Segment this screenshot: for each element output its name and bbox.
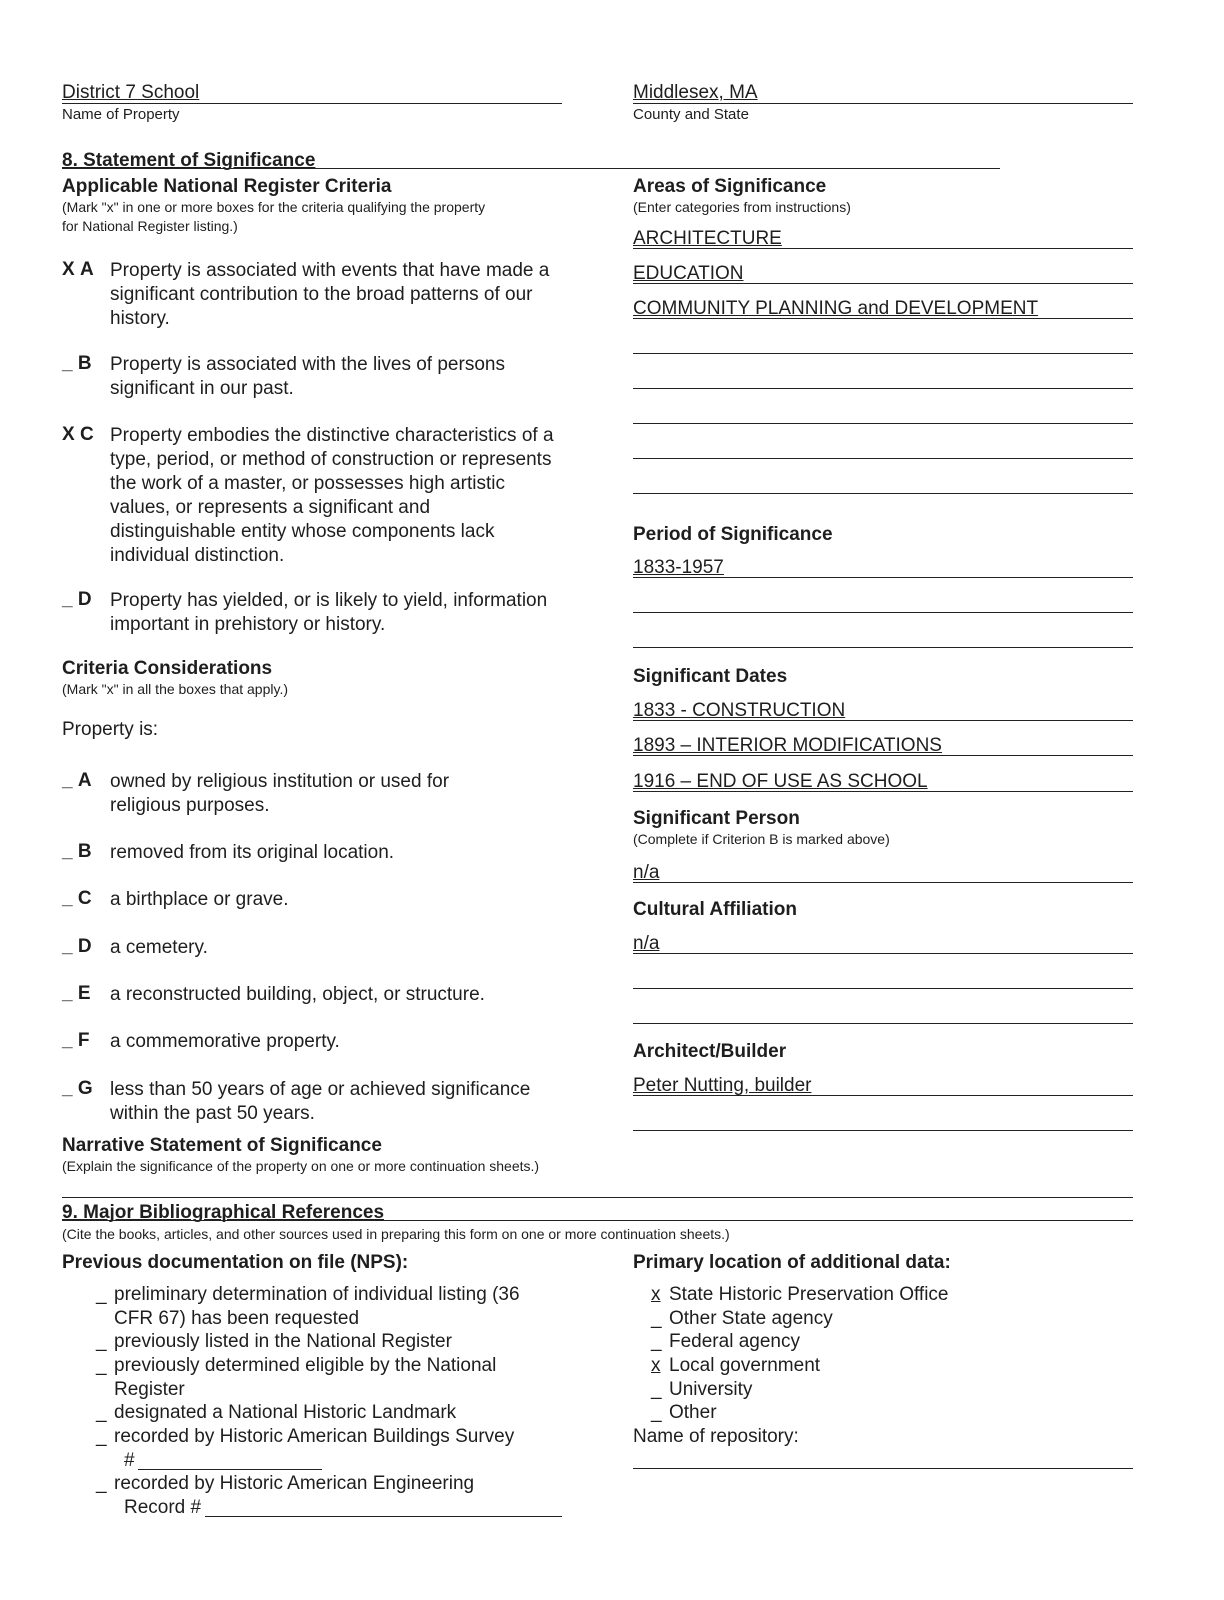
previous-doc-item-1[interactable] bbox=[96, 1283, 564, 1331]
previous-doc-text-4: designated a National Historic Landmark bbox=[114, 1402, 457, 1423]
primary-location-item-2[interactable] bbox=[651, 1307, 1119, 1331]
section-8-title: 8. Statement of Significance bbox=[62, 150, 316, 171]
primary-location-text-6: Other bbox=[669, 1402, 717, 1423]
area-line-7[interactable] bbox=[633, 458, 1133, 459]
criterion-a-text: Property is associated with events that have made a significant contribution to the broad patterns of our history. bbox=[110, 260, 550, 329]
consideration-e-mark: _ bbox=[62, 983, 73, 1004]
consideration-b-text: removed from its original location. bbox=[110, 842, 395, 863]
area-line-1 bbox=[633, 248, 1133, 249]
repository-line[interactable] bbox=[633, 1468, 1133, 1469]
period-line-2[interactable] bbox=[633, 612, 1133, 613]
primary-location-mark-6: _ bbox=[651, 1402, 662, 1423]
criterion-d-text: Property has yielded, or is likely to yield, information important in prehistory or history. bbox=[110, 590, 548, 635]
considerations-heading: Criteria Considerations bbox=[62, 658, 273, 679]
area-architecture[interactable]: ARCHITECTURE bbox=[633, 228, 782, 249]
date-construction[interactable]: 1833 - CONSTRUCTION bbox=[633, 700, 846, 721]
county-state-label: County and State bbox=[633, 106, 749, 123]
consideration-a-letter: A bbox=[77, 770, 92, 791]
primary-location-text-1: State Historic Preservation Office bbox=[669, 1284, 949, 1305]
areas-heading: Areas of Significance bbox=[633, 176, 827, 197]
property-is-label: Property is: bbox=[62, 719, 159, 740]
consideration-f-text: a commemorative property. bbox=[110, 1031, 340, 1052]
section-9-top-rule bbox=[62, 1197, 1133, 1198]
consideration-d-mark: _ bbox=[62, 936, 73, 957]
criterion-d-mark: _ bbox=[62, 589, 73, 610]
criterion-c-text: Property embodies the distinctive characteristics of a type, period, or method of construction or represents the work of a master, or possesses high artistic values, or represents a significant and distinguishable entity whose components lack individual distinction. bbox=[110, 425, 554, 566]
previous-doc-mark-6: _ bbox=[96, 1473, 107, 1494]
primary-location-mark-3: _ bbox=[651, 1331, 662, 1352]
criteria-heading: Applicable National Register Criteria bbox=[62, 176, 392, 197]
date-interior-modifications[interactable]: 1893 – INTERIOR MODIFICATIONS bbox=[633, 735, 942, 756]
previous-doc-mark-3: _ bbox=[96, 1355, 107, 1376]
period-line-1 bbox=[633, 577, 1133, 578]
area-line-2 bbox=[633, 283, 1133, 284]
criterion-a-letter: A bbox=[79, 259, 94, 280]
previous-doc-text-6: recorded by Historic American Engineering bbox=[114, 1473, 475, 1494]
dates-heading: Significant Dates bbox=[633, 666, 788, 687]
consideration-b-mark: _ bbox=[62, 841, 73, 862]
primary-location-item-4[interactable] bbox=[651, 1354, 1119, 1378]
date-line-2 bbox=[633, 755, 1133, 756]
consideration-e-text: a reconstructed building, object, or structure. bbox=[110, 984, 485, 1005]
date-line-1 bbox=[633, 720, 1133, 721]
county-state-value[interactable]: Middlesex, MA bbox=[633, 82, 758, 103]
property-name-line bbox=[62, 103, 562, 104]
cultural-value[interactable]: n/a bbox=[633, 933, 660, 954]
architect-value[interactable]: Peter Nutting, builder bbox=[633, 1075, 812, 1096]
habs-number-line[interactable] bbox=[138, 1469, 322, 1470]
primary-location-text-3: Federal agency bbox=[669, 1331, 800, 1352]
cultural-heading: Cultural Affiliation bbox=[633, 899, 797, 920]
consideration-c-text: a birthplace or grave. bbox=[110, 889, 289, 910]
consideration-g-letter: G bbox=[77, 1078, 93, 1099]
section-8-rule bbox=[62, 168, 1000, 169]
property-name-label: Name of Property bbox=[62, 106, 180, 123]
consideration-b-letter: B bbox=[77, 841, 92, 862]
previous-doc-mark-5: _ bbox=[96, 1426, 107, 1447]
cultural-line-1 bbox=[633, 953, 1133, 954]
primary-location-item-1[interactable] bbox=[651, 1283, 1119, 1307]
architect-line-1 bbox=[633, 1095, 1133, 1096]
criterion-c-mark: X bbox=[62, 424, 75, 445]
previous-doc-text-2: previously listed in the National Register bbox=[114, 1331, 452, 1352]
primary-location-item-5[interactable] bbox=[651, 1378, 1119, 1402]
consideration-g-mark: _ bbox=[62, 1078, 73, 1099]
criterion-b-text: Property is associated with the lives of persons significant in our past. bbox=[110, 354, 505, 399]
area-line-8[interactable] bbox=[633, 493, 1133, 494]
person-hint: (Complete if Criterion B is marked above) bbox=[633, 831, 890, 847]
consideration-e-letter: E bbox=[77, 983, 91, 1004]
previous-doc-item-4[interactable] bbox=[96, 1401, 564, 1425]
cultural-line-2[interactable] bbox=[633, 988, 1133, 989]
primary-location-text-2: Other State agency bbox=[669, 1308, 833, 1329]
primary-location-item-3[interactable] bbox=[651, 1330, 1119, 1354]
previous-doc-item-5[interactable] bbox=[96, 1425, 564, 1449]
previous-doc-text-5: recorded by Historic American Buildings Survey bbox=[114, 1426, 515, 1447]
consideration-c-letter: C bbox=[77, 888, 92, 909]
previous-doc-mark-2: _ bbox=[96, 1331, 107, 1352]
consideration-d-text: a cemetery. bbox=[110, 937, 208, 958]
criteria-hint-2: for National Register listing.) bbox=[62, 218, 238, 234]
area-line-3 bbox=[633, 318, 1133, 319]
date-end-of-use[interactable]: 1916 – END OF USE AS SCHOOL bbox=[633, 771, 928, 792]
consideration-c-mark: _ bbox=[62, 888, 73, 909]
section-9-hint: (Cite the books, articles, and other sources used in preparing this form on one or more continuation sheets.) bbox=[62, 1226, 730, 1242]
previous-doc-text-3: previously determined eligible by the National Register bbox=[114, 1355, 497, 1400]
primary-location-mark-5: _ bbox=[651, 1379, 662, 1400]
consideration-g-text: less than 50 years of age or achieved significance within the past 50 years. bbox=[110, 1079, 531, 1124]
previous-doc-item-2[interactable] bbox=[96, 1330, 564, 1354]
criteria-hint-1: (Mark "x" in one or more boxes for the criteria qualifying the property bbox=[62, 199, 486, 215]
narrative-hint: (Explain the significance of the property on one or more continuation sheets.) bbox=[62, 1158, 540, 1174]
previous-doc-item-6[interactable] bbox=[96, 1472, 564, 1496]
criterion-a-mark: X bbox=[62, 259, 75, 280]
architect-line-2[interactable] bbox=[633, 1130, 1133, 1131]
previous-doc-item-3[interactable] bbox=[96, 1354, 564, 1402]
haer-record-line[interactable] bbox=[205, 1516, 562, 1517]
criterion-b-mark: _ bbox=[62, 353, 73, 374]
primary-location-item-6[interactable] bbox=[651, 1401, 1119, 1425]
previous-doc-text-1: preliminary determination of individual listing (36 CFR 67) has been requested bbox=[114, 1284, 520, 1329]
previous-doc-mark-4: _ bbox=[96, 1402, 107, 1423]
habs-number-label: # bbox=[124, 1450, 135, 1471]
cultural-line-3[interactable] bbox=[633, 1023, 1133, 1024]
architect-heading: Architect/Builder bbox=[633, 1041, 787, 1062]
area-line-6[interactable] bbox=[633, 423, 1133, 424]
area-education[interactable]: EDUCATION bbox=[633, 263, 744, 284]
person-heading: Significant Person bbox=[633, 808, 800, 829]
county-state-line bbox=[633, 103, 1133, 104]
property-name-value[interactable]: District 7 School bbox=[62, 82, 200, 103]
consideration-a-mark: _ bbox=[62, 770, 73, 791]
criterion-d-letter: D bbox=[77, 589, 92, 610]
criterion-c-letter: C bbox=[79, 424, 94, 445]
section-9-rule bbox=[62, 1220, 1133, 1221]
period-value[interactable]: 1833-1957 bbox=[633, 557, 724, 578]
criterion-b-letter: B bbox=[77, 353, 92, 374]
area-line-4[interactable] bbox=[633, 353, 1133, 354]
section-9-title: 9. Major Bibliographical References bbox=[62, 1202, 385, 1223]
haer-record-label: Record # bbox=[124, 1497, 202, 1518]
area-community-planning[interactable]: COMMUNITY PLANNING and DEVELOPMENT bbox=[633, 298, 1039, 319]
consideration-f-letter: F bbox=[77, 1030, 90, 1051]
primary-location-mark-2: _ bbox=[651, 1308, 662, 1329]
previous-doc-heading: Previous documentation on file (NPS): bbox=[62, 1252, 409, 1273]
repository-label: Name of repository: bbox=[633, 1426, 799, 1447]
consideration-d-letter: D bbox=[77, 936, 92, 957]
person-line bbox=[633, 882, 1133, 883]
person-value[interactable]: n/a bbox=[633, 862, 660, 883]
previous-doc-mark-1: _ bbox=[96, 1284, 107, 1305]
areas-hint: (Enter categories from instructions) bbox=[633, 199, 851, 215]
consideration-a-text: owned by religious institution or used for religious purposes. bbox=[110, 771, 450, 816]
date-line-3 bbox=[633, 791, 1133, 792]
narrative-heading: Narrative Statement of Significance bbox=[62, 1135, 382, 1156]
primary-location-mark-4: x bbox=[651, 1355, 661, 1376]
area-line-5[interactable] bbox=[633, 388, 1133, 389]
period-line-3[interactable] bbox=[633, 647, 1133, 648]
primary-location-mark-1: x bbox=[651, 1284, 661, 1305]
primary-location-heading: Primary location of additional data: bbox=[633, 1252, 951, 1273]
primary-location-text-4: Local government bbox=[669, 1355, 821, 1376]
period-heading: Period of Significance bbox=[633, 524, 833, 545]
consideration-f-mark: _ bbox=[62, 1030, 73, 1051]
primary-location-text-5: University bbox=[669, 1379, 753, 1400]
considerations-hint: (Mark "x" in all the boxes that apply.) bbox=[62, 681, 288, 697]
